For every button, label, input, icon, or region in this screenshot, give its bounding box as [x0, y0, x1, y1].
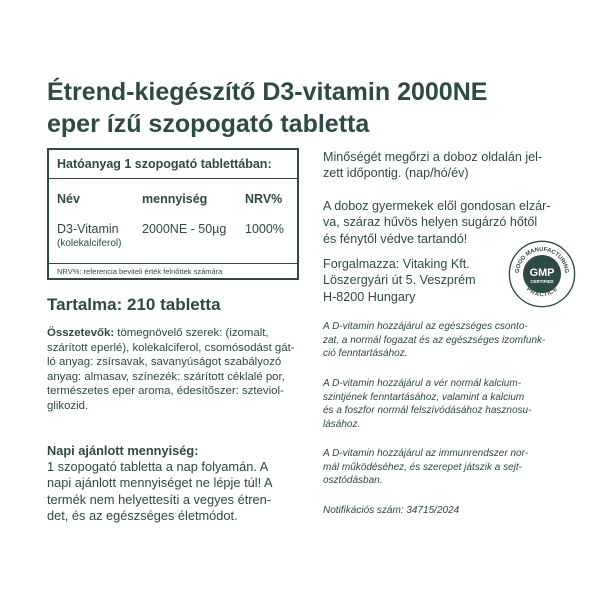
best-before-block	[323, 149, 542, 182]
ingredients-label: Összetevők:	[47, 327, 115, 339]
claim-line: mál működéséhez, és szerepet játszik a sejt-	[323, 461, 522, 473]
product-title	[47, 76, 567, 140]
title-line-2: eper ízű szopogató tabletta	[47, 110, 370, 138]
claim-line: A D-vitamin hozzájárul az immunrendszer nor-	[323, 448, 529, 459]
column-header-nrv: NRV%	[245, 192, 283, 206]
claim-line: ció fenntartásához.	[323, 348, 408, 360]
claim-line: A D-vitamin hozzájárul a vér normál kalcium-	[323, 378, 522, 389]
ingredients-block	[47, 326, 303, 413]
claim-line: A D-vitamin hozzájárul az egészséges csonto-	[323, 321, 528, 332]
claim-line: osztódásban.	[323, 475, 383, 487]
column-header-name: Név	[57, 192, 80, 206]
dose-line: det, és az egészséges életmódot.	[47, 507, 238, 523]
notification-number: Notifikációs szám: 34715/2024	[323, 505, 460, 516]
gmp-top-text: GOOD MANUFACTURING	[514, 246, 570, 274]
distributor-line: Forgalmazza: Vitaking Kft.	[323, 257, 470, 271]
dose-line: napi ajánlott mennyiséget ne lépje túl! A	[47, 475, 273, 491]
title-line-1: Étrend-kiegészítő D3-vitamin 2000NE	[47, 78, 488, 106]
table-header: Hatóanyag 1 szopogató tablettában:	[57, 157, 272, 171]
gmp-certified-text: CERTIFIED	[530, 278, 554, 284]
storage-line: A doboz gyermekek elől gondosan elzár-	[323, 199, 551, 213]
storage-line: és fénytől védve tartandó!	[323, 231, 468, 246]
ingredients-line: Összetevők: tömegnövelő szerek: (izomalt,	[47, 327, 269, 339]
nutrition-table	[47, 148, 299, 280]
gmp-center-text: GMP	[529, 267, 555, 280]
ingredients-line: glikozid.	[47, 399, 89, 412]
health-claim	[323, 320, 545, 361]
dose-block	[47, 443, 303, 524]
health-claim	[323, 377, 531, 431]
dose-label: Napi ajánlott mennyiség:	[47, 443, 199, 458]
table-divider	[49, 263, 297, 264]
row-subname: (kolekalciferol)	[57, 238, 122, 249]
claim-line: és a foszfor normál felszívódásához hasznosu-	[323, 405, 532, 417]
ingredients-line: ló anyag: zsírsavak, savanyúságot szabályozó	[47, 356, 282, 368]
best-before-line: zett időpontig. (nap/hó/év)	[323, 166, 469, 181]
row-name: D3-Vitamin	[57, 222, 119, 236]
distributor-block	[323, 256, 476, 305]
claim-line: szintjének fenntartásához, valamint a kalcium	[323, 391, 525, 403]
package-contents: Tartalma: 210 tabletta	[47, 295, 221, 314]
dose-line: termék nem helyettesíti a vegyes étren-	[47, 491, 272, 507]
nrv-note: NRV%: referencia beviteli érték felnőttek számára	[57, 267, 223, 276]
dose-line: 1 szopogató tabletta a nap folyamán. A	[47, 459, 269, 475]
ingredients-line: anyag: almasav, színezék: szárított céklalé por,	[47, 370, 285, 383]
distributor-line: Löszergyári út 5. Veszprém	[323, 273, 476, 288]
best-before-line: Minőségét megőrzi a doboz oldalán jel-	[323, 150, 543, 164]
gmp-certified-badge-icon	[508, 240, 576, 308]
table-divider	[49, 178, 297, 179]
row-nrv: 1000%	[245, 222, 284, 236]
storage-line: va, száraz hűvös helyen sugárzó hőtől	[323, 215, 538, 230]
row-amount: 2000NE - 50µg	[142, 222, 227, 236]
ingredients-line: természetes eper aroma, édesítőszer: szteviol-	[47, 385, 284, 397]
health-claim	[323, 447, 528, 488]
claim-line: lásához.	[323, 418, 361, 430]
gmp-bottom-text: PRACTICE	[525, 286, 559, 299]
claim-line: zat, a normál fogazat és az egészséges izomfunk-	[323, 334, 546, 346]
ingredients-line: szárított eperlé), kolekalciferol, csomósodást gát-	[47, 341, 295, 354]
distributor-line: H-8200 Hungary	[323, 289, 416, 304]
column-header-amount: mennyiség	[142, 192, 208, 206]
